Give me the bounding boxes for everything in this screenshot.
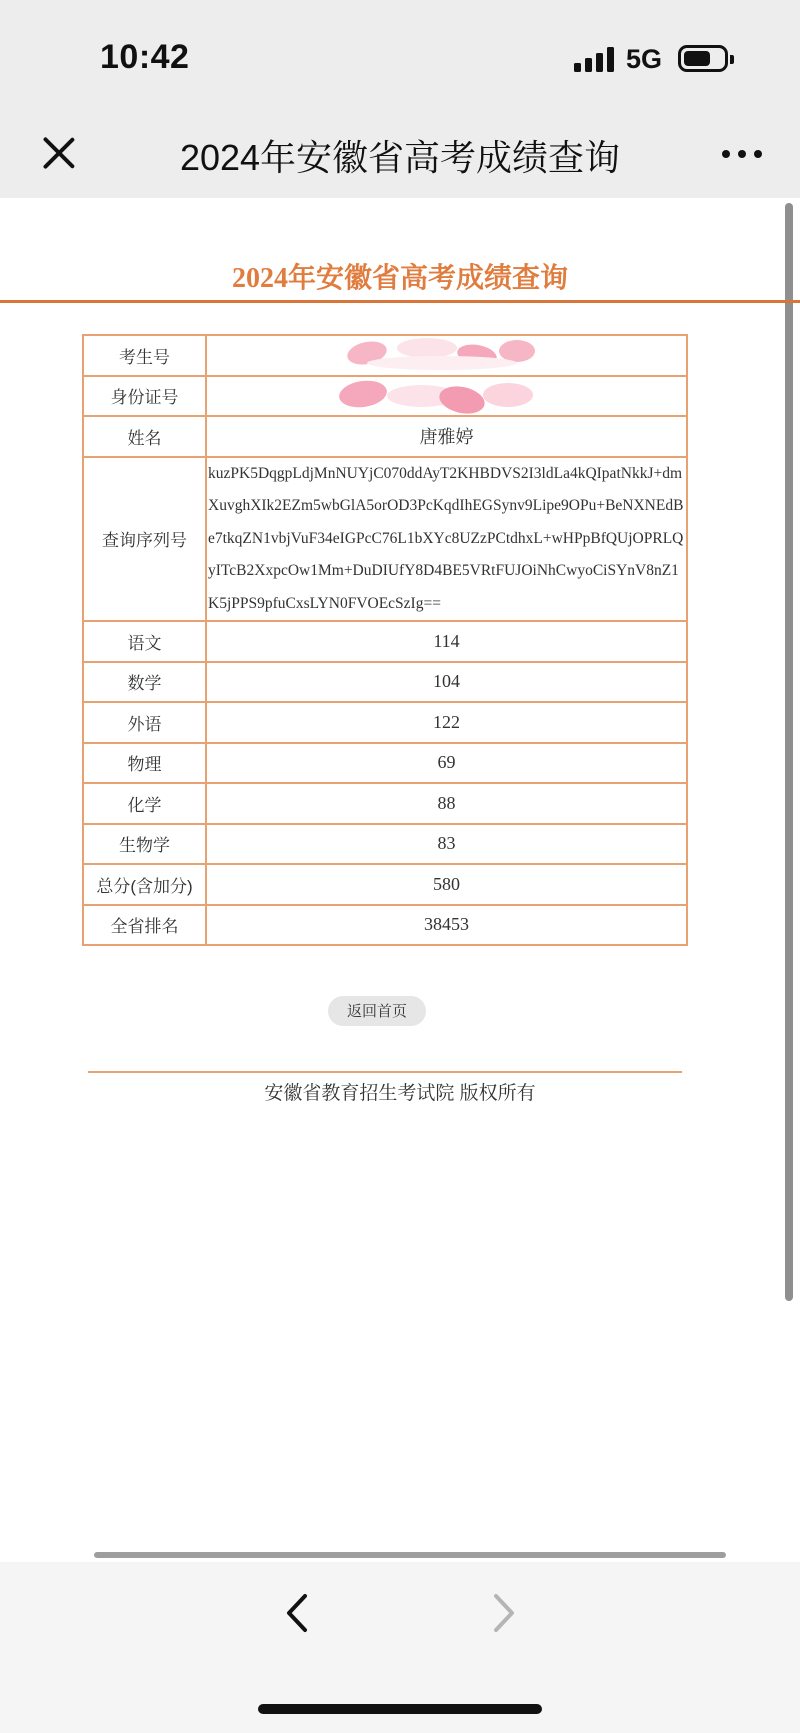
exam-number-label: 考生号 [83,335,206,376]
table-row [83,702,687,743]
table-row [83,416,687,457]
chevron-left-icon[interactable] [283,1588,313,1638]
province-rank-label: 全省排名 [83,905,206,946]
table-row [83,662,687,703]
page-scrollbar[interactable] [785,203,793,1301]
exam-number-redacted [206,335,687,376]
signal-bars-icon [574,46,616,72]
table-row [83,335,687,376]
copyright-footer: 安徽省教育招生考试院 版权所有 [264,1083,536,1104]
score-label: 物理 [83,743,206,784]
page-heading: 2024年安徽省高考成绩查询 [231,263,568,294]
chevron-right-icon[interactable] [488,1588,518,1638]
status-time: 10:42 [100,38,190,76]
score-label: 外语 [83,702,206,743]
window-title: 2024年安徽省高考成绩查询 [179,137,621,178]
more-icon[interactable] [722,150,764,160]
network-label: 5G [626,44,663,74]
name-value: 唐雅婷 [206,416,687,457]
serial-value: kuzPK5DqgpLdjMnNUYjC070ddAyT2KHBDVS2I3ldLa4kQIpatNkkJ+dmXuvghXIk2EZm5wbGlA5orOD3PcKqdIhEGSynv9Lipe9OPu+BeNXNEdBe7tkqZN1vbjVuF34eIGPcC76L1bXYc8UZzPCtdhxL+wHPpBfQUjOPRLQyITcB2XxpcOw1Mm+DuDIUfY8D4BE5VRtFUJOiNhCwyoCiSYnV8nZ1K5jPPS9pfuCxsLYN0FVOEcSzIg== [206,457,687,622]
table-row [83,743,687,784]
page-progress-bar [94,1552,726,1558]
battery-icon [678,45,728,72]
score-value: 122 [206,702,687,743]
table-row [83,783,687,824]
status-bar [0,0,800,110]
table-row [83,864,687,905]
table-row [83,824,687,865]
table-row [83,621,687,662]
province-rank-value: 38453 [206,905,687,946]
serial-label: 查询序列号 [83,457,206,622]
score-label: 生物学 [83,824,206,865]
score-value: 88 [206,783,687,824]
total-score-label: 总分(含加分) [83,864,206,905]
table-row [83,457,687,622]
score-value: 114 [206,621,687,662]
score-label: 化学 [83,783,206,824]
score-value: 104 [206,662,687,703]
score-value: 69 [206,743,687,784]
id-number-label: 身份证号 [83,376,206,417]
heading-divider [0,300,800,303]
back-home-button[interactable]: 返回首页 [328,996,426,1026]
total-score-value: 580 [206,864,687,905]
name-label: 姓名 [83,416,206,457]
score-table [82,334,688,946]
id-number-redacted [206,376,687,417]
score-label: 数学 [83,662,206,703]
table-row [83,376,687,417]
title-bar [0,110,800,198]
home-indicator[interactable] [258,1704,542,1714]
score-value: 83 [206,824,687,865]
footer-divider [88,1071,682,1073]
score-label: 语文 [83,621,206,662]
table-row [83,905,687,946]
